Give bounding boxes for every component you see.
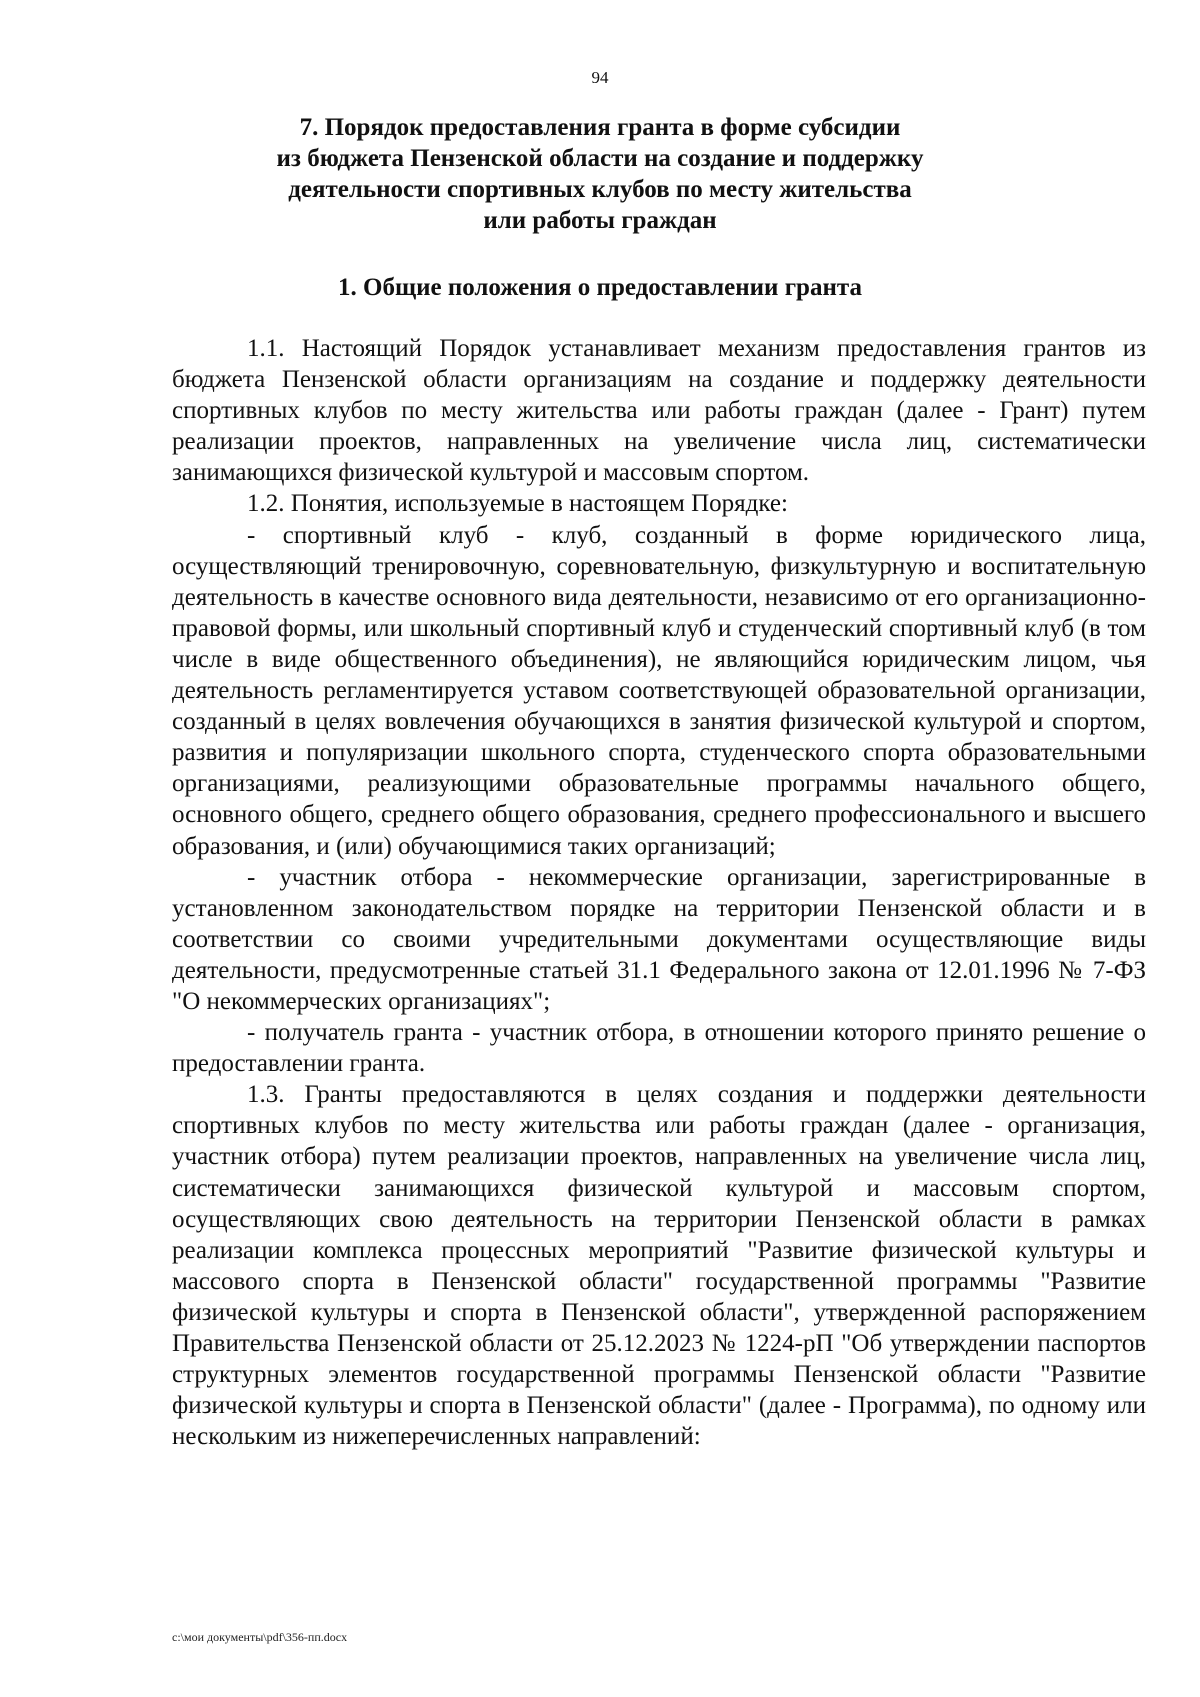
- title-line: деятельности спортивных клубов по месту жительства: [288, 176, 912, 203]
- page-number: 94: [591, 68, 609, 87]
- definition-sports-club: - спортивный клуб - клуб, созданный в форме юридического лица, осуществляющий тренировочную, соревновательную, физкультурную и воспитательную деятельность в качестве основного вида деятельности, независимо от его организационно-правовой формы, или школьный спортивный клуб и студенческий спортивный клуб (в том числе в виде общественного объединения), не являющийся юридическим лицом, чья деятельность регламентируется уставом соответствующей образовательной организации, созданный в целях вовлечения обучающихся в занятия физической культурой и спортом, развития и популяризации школьного спорта, студенческого спорта образовательными организациями, реализующими образовательные программы начального общего, основного общего, среднего общего образования, среднего профессионального и высшего образования, и (или) обучающимися таких организаций;: [172, 521, 1146, 860]
- document-title: [180, 112, 1020, 236]
- definition-grant-recipient: - получатель гранта - участник отбора, в отношении которого принято решение о предоставлении гранта.: [172, 1019, 1146, 1078]
- paragraph-1-2: 1.2. Понятия, используемые в настоящем Порядке:: [247, 490, 788, 518]
- document-body: [172, 333, 1146, 1452]
- footer-file-path: c:\мои документы\pdf\356-пп.docx: [172, 1630, 348, 1644]
- title-line: или работы граждан: [483, 207, 717, 234]
- paragraph-1-1: 1.1. Настоящий Порядок устанавливает механизм предоставления грантов из бюджета Пензенской области организациям на создание и поддержку деятельности спортивных клубов по месту жительства или работы граждан (далее - Грант) путем реализации проектов, направленных на увеличение числа лиц, систематически занимающихся физической культурой и массовым спортом.: [172, 335, 1146, 487]
- definition-selection-participant: - участник отбора - некоммерческие организации, зарегистрированные в установленном законодательством порядке на территории Пензенской области и в соответствии со своими учредительными документами осуществляющие виды деятельности, предусмотренные статьей 31.1 Федерального закона от 12.01.1996 № 7-ФЗ "О некоммерческих организациях";: [172, 863, 1146, 1015]
- title-line: из бюджета Пензенской области на создание и поддержку: [276, 145, 924, 172]
- section-heading: 1. Общие положения о предоставлении гранта: [338, 274, 862, 301]
- paragraph-1-3: 1.3. Гранты предоставляются в целях создания и поддержки деятельности спортивных клубов по месту жительства или работы граждан (далее - организация, участник отбора) путем реализации проектов, направленных на увеличение числа лиц, систематически занимающихся физической культурой и массовым спортом, осуществляющих свою деятельность на территории Пензенской области в рамках реализации комплекса процессных мероприятий "Развитие физической культуры и массового спорта в Пензенской области" государственной программы "Развитие физической культуры и спорта в Пензенской области", утвержденной распоряжением Правительства Пензенской области от 25.12.2023 № 1224-рП "Об утверждении паспортов структурных элементов государственной программы Пензенской области "Развитие физической культуры и спорта в Пензенской области" (далее - Программа), по одному или нескольким из нижеперечисленных направлений:: [172, 1081, 1146, 1451]
- title-line: 7. Порядок предоставления гранта в форме субсидии: [299, 114, 901, 141]
